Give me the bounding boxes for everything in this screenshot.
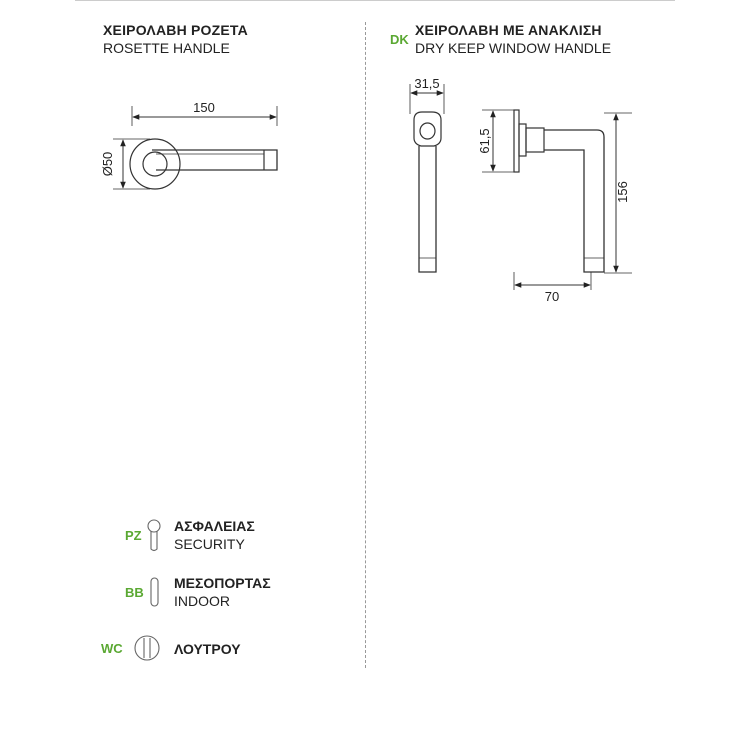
window-code: DK <box>390 32 409 47</box>
rosette-title-gr: ΧΕΙΡΟΛΑΒΗ ΡΟΖΕΤΑ <box>103 22 248 38</box>
legend-label-gr-wc: ΛΟΥΤΡΟΥ <box>174 641 241 657</box>
window-title-gr: ΧΕΙΡΟΛΑΒΗ ΜΕ ΑΝΑΚΛΙΣΗ <box>415 22 602 38</box>
window-dim-front-width-label: 31,5 <box>414 76 440 91</box>
rosette-dim-diameter-label: Ø50 <box>100 151 115 177</box>
side-base-plate <box>514 110 519 172</box>
rosette-inner-ring <box>143 152 167 176</box>
rosette-outer-ring <box>130 139 180 189</box>
legend-code-bb: BB <box>125 585 144 600</box>
security-keyhole-icon <box>148 520 160 551</box>
front-lever <box>419 146 436 272</box>
legend-label-gr-pz: ΑΣΦΑΛΕΙΑΣ <box>174 518 255 534</box>
legend-code-wc: WC <box>101 641 123 656</box>
legend-label-en-bb: INDOOR <box>174 593 230 609</box>
window-title-en: DRY KEEP WINDOW HANDLE <box>415 40 612 56</box>
side-spindle-block <box>519 124 526 156</box>
window-dim-projection-label: 70 <box>544 289 560 304</box>
rosette-dimensions <box>113 106 277 189</box>
side-collar <box>526 128 544 152</box>
window-handle-front-view <box>414 112 441 272</box>
legend-label-en-pz: SECURITY <box>174 536 245 552</box>
indoor-slot-icon <box>151 578 158 606</box>
legend-code-pz: PZ <box>125 528 142 543</box>
legend-label-gr-bb: ΜΕΣΟΠΟΡΤΑΣ <box>174 575 271 591</box>
rosette-handle-drawing <box>130 139 277 189</box>
rosette-lever <box>152 150 277 170</box>
side-lever <box>544 130 604 272</box>
rosette-title-en: ROSETTE HANDLE <box>103 40 230 56</box>
window-handle-side-view <box>514 110 604 272</box>
front-base <box>414 112 441 146</box>
window-dim-base-height-label: 61,5 <box>477 128 492 154</box>
rosette-dim-width-label: 150 <box>193 100 215 115</box>
side-dimensions <box>482 110 632 290</box>
window-dim-height-label: 156 <box>615 181 630 203</box>
bathroom-lock-icon <box>135 636 159 660</box>
